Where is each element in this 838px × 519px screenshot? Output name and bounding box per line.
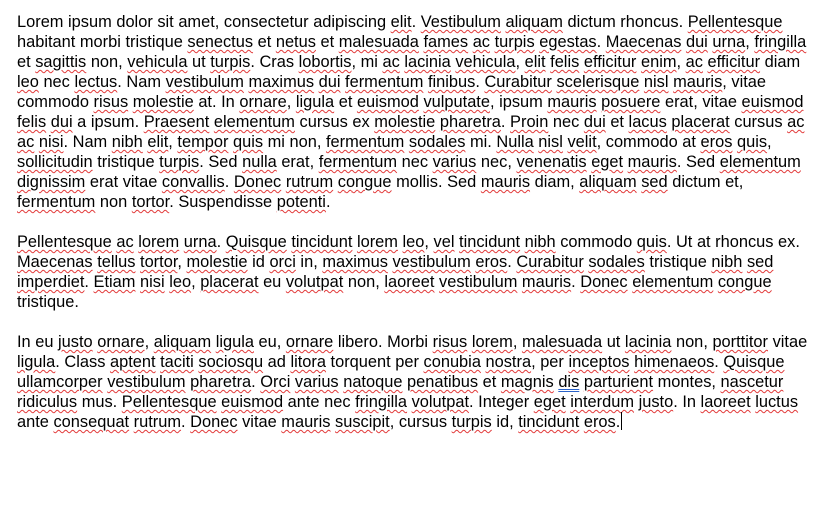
word[interactable]: erat: [89, 173, 119, 191]
word[interactable]: non: [99, 193, 128, 211]
misspelled-word[interactable]: ac: [17, 133, 35, 151]
misspelled-word[interactable]: sagittis: [35, 53, 87, 71]
misspelled-word[interactable]: nisi: [140, 273, 165, 291]
misspelled-word[interactable]: tellus: [97, 253, 136, 271]
misspelled-word[interactable]: vestibulum: [107, 373, 186, 391]
misspelled-word[interactable]: Praesent: [143, 113, 210, 131]
misspelled-word[interactable]: mauris: [627, 153, 677, 171]
word[interactable]: nec: [552, 113, 580, 131]
misspelled-word[interactable]: felis: [550, 53, 580, 71]
misspelled-word[interactable]: fringilla: [355, 393, 408, 411]
word[interactable]: et: [338, 93, 353, 111]
word[interactable]: ipsum: [499, 93, 543, 111]
misspelled-word[interactable]: mauris: [281, 413, 331, 431]
word[interactable]: at: [198, 93, 212, 111]
word[interactable]: mollis: [396, 173, 438, 191]
misspelled-word[interactable]: tincidunt: [518, 413, 580, 431]
word[interactable]: ante: [17, 413, 49, 431]
word[interactable]: Integer: [478, 393, 530, 411]
text-cursor: [621, 412, 622, 430]
misspelled-word[interactable]: justo: [638, 393, 674, 411]
word[interactable]: cursus: [299, 113, 348, 131]
misspelled-word[interactable]: dui: [685, 33, 708, 51]
word[interactable]: mi: [469, 133, 488, 151]
misspelled-word[interactable]: molestie: [374, 113, 436, 131]
misspelled-word[interactable]: justo: [58, 333, 93, 351]
misspelled-word[interactable]: mauris: [673, 73, 723, 91]
misspelled-word[interactable]: tempor: [177, 133, 229, 151]
misspelled-word[interactable]: aptent: [109, 353, 156, 371]
word[interactable]: amet: [178, 13, 215, 31]
misspelled-word[interactable]: sodales: [408, 133, 466, 151]
misspelled-word[interactable]: Pellentesque: [17, 233, 112, 251]
misspelled-word[interactable]: turpis: [494, 33, 535, 51]
misspelled-word[interactable]: eros: [475, 253, 508, 271]
word[interactable]: non: [675, 333, 704, 351]
word[interactable]: per: [540, 353, 564, 371]
misspelled-word[interactable]: fermentum: [318, 153, 398, 171]
word[interactable]: adipiscing: [313, 13, 387, 31]
word[interactable]: In: [221, 93, 235, 111]
word[interactable]: dictum: [672, 173, 721, 191]
misspelled-word[interactable]: laoreet: [384, 273, 435, 291]
word[interactable]: nec: [480, 153, 508, 171]
misspelled-word[interactable]: elit: [390, 13, 412, 31]
misspelled-word[interactable]: mauris: [521, 273, 572, 291]
misspelled-word[interactable]: vulputate: [423, 93, 490, 111]
misspelled-word[interactable]: natoque: [343, 373, 403, 391]
misspelled-word[interactable]: eget: [533, 393, 566, 411]
word[interactable]: non: [347, 273, 376, 291]
misspelled-word[interactable]: felis: [17, 113, 47, 131]
misspelled-word[interactable]: lacinia: [404, 53, 451, 71]
misspelled-word[interactable]: euismod: [356, 93, 419, 111]
word[interactable]: id: [252, 253, 265, 271]
misspelled-word[interactable]: mauris: [480, 173, 531, 191]
grammar-flagged-word[interactable]: dis: [558, 373, 580, 391]
misspelled-word[interactable]: turpis: [451, 413, 492, 431]
misspelled-word[interactable]: lorem: [471, 333, 513, 351]
word[interactable]: per: [395, 353, 419, 371]
misspelled-word[interactable]: luctus: [755, 393, 799, 411]
word[interactable]: cursus: [734, 113, 783, 131]
misspelled-word[interactable]: litora: [290, 353, 326, 371]
misspelled-word[interactable]: vestibulum: [392, 253, 471, 271]
misspelled-word[interactable]: lorem: [356, 233, 398, 251]
misspelled-word[interactable]: parturient: [583, 373, 654, 391]
misspelled-word[interactable]: nisl: [643, 73, 669, 91]
word[interactable]: eu: [263, 273, 282, 291]
misspelled-word[interactable]: Orci: [260, 373, 291, 391]
misspelled-word[interactable]: tortor: [131, 193, 170, 211]
misspelled-word[interactable]: nibh: [524, 233, 556, 251]
word[interactable]: In: [682, 393, 696, 411]
word[interactable]: mi: [267, 133, 285, 151]
word[interactable]: erat: [281, 153, 310, 171]
word[interactable]: non: [90, 53, 119, 71]
misspelled-word[interactable]: volutpat: [285, 273, 344, 291]
misspelled-word[interactable]: ornare: [239, 93, 287, 111]
misspelled-word[interactable]: elementum: [719, 153, 801, 171]
misspelled-word[interactable]: nibh: [711, 253, 743, 271]
misspelled-word[interactable]: Proin: [510, 113, 549, 131]
misspelled-word[interactable]: vestibulum: [439, 273, 518, 291]
word[interactable]: rhoncus: [620, 13, 679, 31]
misspelled-word[interactable]: Donec: [233, 173, 282, 191]
misspelled-word[interactable]: rutrum: [133, 413, 182, 431]
misspelled-word[interactable]: urna: [712, 33, 746, 51]
word[interactable]: dolor: [116, 13, 153, 31]
misspelled-word[interactable]: taciti: [160, 353, 194, 371]
word[interactable]: at: [696, 233, 711, 251]
misspelled-word[interactable]: convallis: [161, 173, 225, 191]
word[interactable]: Sed: [208, 153, 238, 171]
misspelled-word[interactable]: eros: [700, 133, 733, 151]
misspelled-word[interactable]: urna: [183, 233, 217, 251]
word[interactable]: ex: [778, 233, 796, 251]
misspelled-word[interactable]: efficitur: [707, 53, 761, 71]
word[interactable]: ex: [352, 113, 370, 131]
misspelled-word[interactable]: Pellentesque: [687, 13, 783, 31]
paragraph-1[interactable]: Lorem ipsum dolor sit amet, consectetur adipiscing elit. Vestibulum aliquam dictum rhoncus. Pellentesque habitant morbi tristique senectus et netus et malesuada fames ac turpis egestas. Maecenas dui urna, fringilla et sagittis non, vehicula ut turpis. Cras lobortis, mi ac lacinia vehicula, elit felis efficitur enim, ac efficitur diam leo nec lectus. Nam vestibulum maximus dui fermentum finibus. Curabitur scelerisque nisl mauris, vitae commodo risus molestie at. In ornare, ligula et euismod vulputate, ipsum mauris posuere erat, vitae euismod felis dui a ipsum. Praesent elementum cursus ex molestie pharetra. Proin nec dui et lacus placerat cursus ac ac nisi. Nam nibh elit, tempor quis mi non, fermentum sodales mi. Nulla nisl velit, commodo at eros quis, sollicitudin tristique turpis. Sed nulla erat, fermentum nec varius nec, venenatis eget mauris. Sed elementum dignissim erat vitae convallis. Donec rutrum congue mollis. Sed mauris diam, aliquam sed dictum et, fermentum non tortor. Suspendisse potenti.: [17, 13, 807, 211]
word[interactable]: In: [17, 333, 31, 351]
misspelled-word[interactable]: laoreet: [700, 393, 751, 411]
misspelled-word[interactable]: congue: [337, 173, 392, 191]
misspelled-word[interactable]: consequat: [53, 413, 130, 431]
misspelled-word[interactable]: potenti: [276, 193, 326, 211]
misspelled-word[interactable]: tincidunt: [291, 233, 353, 251]
misspelled-word[interactable]: elit: [524, 53, 546, 71]
misspelled-word[interactable]: leo: [17, 73, 39, 91]
misspelled-word[interactable]: Donec: [190, 413, 238, 431]
misspelled-word[interactable]: varius: [294, 373, 339, 391]
misspelled-word[interactable]: sollicitudin: [17, 153, 93, 171]
misspelled-word[interactable]: nostra: [485, 353, 532, 371]
misspelled-word[interactable]: leo: [169, 273, 192, 291]
misspelled-word[interactable]: lectus: [74, 73, 118, 91]
misspelled-word[interactable]: tortor: [140, 253, 178, 271]
misspelled-word[interactable]: sed: [746, 253, 774, 271]
misspelled-word[interactable]: pharetra: [190, 373, 252, 391]
misspelled-word[interactable]: Etiam: [93, 273, 136, 291]
misspelled-word[interactable]: lacinia: [624, 333, 672, 351]
misspelled-word[interactable]: sociosqu: [198, 353, 264, 371]
word[interactable]: Suspendisse: [178, 193, 273, 211]
misspelled-word[interactable]: nisi: [38, 133, 64, 151]
word[interactable]: dictum: [567, 13, 616, 31]
misspelled-word[interactable]: ac: [472, 33, 490, 51]
word[interactable]: et: [320, 33, 335, 51]
misspelled-word[interactable]: tincidunt: [459, 233, 521, 251]
misspelled-word[interactable]: rutrum: [285, 173, 334, 191]
word[interactable]: et: [610, 113, 624, 131]
word[interactable]: Nam: [72, 133, 108, 151]
misspelled-word[interactable]: volutpat: [411, 393, 470, 411]
misspelled-word[interactable]: placerat: [200, 273, 259, 291]
misspelled-word[interactable]: euismod: [741, 93, 804, 111]
misspelled-word[interactable]: venenatis: [516, 153, 587, 171]
misspelled-word[interactable]: himenaeos: [634, 353, 715, 371]
word[interactable]: ut: [192, 53, 206, 71]
misspelled-word[interactable]: nulla: [242, 153, 277, 171]
misspelled-word[interactable]: Curabitur: [516, 253, 584, 271]
word[interactable]: a: [77, 113, 87, 131]
word[interactable]: non: [289, 133, 317, 151]
misspelled-word[interactable]: porttitor: [712, 333, 769, 351]
misspelled-word[interactable]: ullamcorper: [17, 373, 103, 391]
misspelled-word[interactable]: turpis: [159, 153, 200, 171]
paragraph-2[interactable]: Pellentesque ac lorem urna. Quisque tincidunt lorem leo, vel tincidunt nibh commodo quis. Ut at rhoncus ex. Maecenas tellus tortor, molestie id orci in, maximus vestibulum eros. Curabitur sodales tristique nibh sed imperdiet. Etiam nisi leo, placerat eu volutpat non, laoreet vestibulum mauris. Donec elementum congue tristique.: [17, 233, 800, 311]
word[interactable]: nec: [43, 73, 70, 91]
misspelled-word[interactable]: senectus: [187, 33, 254, 51]
misspelled-word[interactable]: dui: [318, 73, 341, 91]
misspelled-word[interactable]: efficitur: [583, 53, 637, 71]
misspelled-word[interactable]: aliquam: [153, 333, 212, 351]
misspelled-word[interactable]: ligula: [215, 333, 254, 351]
word[interactable]: ipsum: [68, 13, 112, 31]
misspelled-word[interactable]: lorem: [138, 233, 180, 251]
misspelled-word[interactable]: fermentum: [345, 73, 424, 91]
misspelled-word[interactable]: Vestibulum: [420, 13, 501, 31]
misspelled-word[interactable]: dui: [50, 113, 73, 131]
word[interactable]: et: [17, 53, 31, 71]
misspelled-word[interactable]: lobortis: [298, 53, 352, 71]
misspelled-word[interactable]: Quisque: [225, 233, 287, 251]
misspelled-word[interactable]: maximus: [248, 73, 315, 91]
word[interactable]: at: [682, 133, 696, 151]
word[interactable]: mi: [360, 53, 378, 71]
word[interactable]: habitant: [17, 33, 76, 51]
misspelled-word[interactable]: velit: [567, 133, 597, 151]
word[interactable]: diam: [534, 173, 571, 191]
word[interactable]: torquent: [330, 353, 391, 371]
misspelled-word[interactable]: risus: [93, 93, 129, 111]
misspelled-word[interactable]: molestie: [132, 93, 194, 111]
misspelled-word[interactable]: Maecenas: [605, 33, 682, 51]
misspelled-word[interactable]: ac: [787, 113, 805, 131]
misspelled-word[interactable]: inceptos: [568, 353, 630, 371]
misspelled-word[interactable]: eros: [583, 413, 616, 431]
word[interactable]: rhoncus: [715, 233, 774, 251]
word[interactable]: tristique: [97, 153, 155, 171]
misspelled-word[interactable]: egestas: [539, 33, 597, 51]
misspelled-word[interactable]: Nulla: [496, 133, 534, 151]
word[interactable]: Morbi: [387, 333, 429, 351]
word[interactable]: Sed: [447, 173, 477, 191]
misspelled-word[interactable]: netus: [275, 33, 316, 51]
misspelled-word[interactable]: scelerisque: [556, 73, 640, 91]
word[interactable]: vitae: [731, 73, 767, 91]
word[interactable]: vitae: [702, 93, 737, 111]
misspelled-word[interactable]: interdum: [570, 393, 634, 411]
word[interactable]: commodo: [560, 233, 633, 251]
word[interactable]: tristique: [649, 253, 707, 271]
word[interactable]: ut: [606, 333, 621, 351]
word[interactable]: sit: [157, 13, 174, 31]
word[interactable]: diam: [764, 53, 801, 71]
misspelled-word[interactable]: finibus: [427, 73, 476, 91]
misspelled-word[interactable]: eget: [591, 153, 624, 171]
misspelled-word[interactable]: fermentum: [17, 193, 96, 211]
misspelled-word[interactable]: ornare: [97, 333, 145, 351]
misspelled-word[interactable]: ornare: [285, 333, 334, 351]
misspelled-word[interactable]: magnis: [500, 373, 554, 391]
word[interactable]: Nam: [126, 73, 161, 91]
misspelled-word[interactable]: posuere: [601, 93, 661, 111]
misspelled-word[interactable]: ac: [116, 233, 134, 251]
misspelled-word[interactable]: conubia: [423, 353, 481, 371]
misspelled-word[interactable]: quis: [636, 233, 667, 251]
misspelled-word[interactable]: elementum: [213, 113, 295, 131]
word[interactable]: et: [725, 173, 739, 191]
misspelled-word[interactable]: ligula: [295, 93, 335, 111]
misspelled-word[interactable]: penatibus: [407, 373, 479, 391]
word[interactable]: et: [257, 33, 272, 51]
word[interactable]: id: [496, 413, 510, 431]
word[interactable]: consectetur: [223, 13, 309, 31]
misspelled-word[interactable]: malesuada: [521, 333, 603, 351]
misspelled-word[interactable]: leo: [402, 233, 425, 251]
misspelled-word[interactable]: risus: [432, 333, 468, 351]
misspelled-word[interactable]: congue: [717, 273, 772, 291]
word[interactable]: eu: [258, 333, 277, 351]
misspelled-word[interactable]: fringilla: [754, 33, 807, 51]
misspelled-word[interactable]: dignissim: [17, 173, 86, 191]
word[interactable]: libero: [337, 333, 378, 351]
word[interactable]: Lorem: [17, 13, 64, 31]
misspelled-word[interactable]: suscipit: [335, 413, 390, 431]
document-body[interactable]: [17, 12, 817, 432]
misspelled-word[interactable]: maximus: [322, 253, 388, 271]
misspelled-word[interactable]: vestibulum: [165, 73, 244, 91]
misspelled-word[interactable]: nascetur: [720, 373, 784, 391]
word[interactable]: montes: [657, 373, 712, 391]
misspelled-word[interactable]: euismod: [221, 393, 284, 411]
misspelled-word[interactable]: molestie: [186, 253, 248, 271]
misspelled-word[interactable]: mauris: [547, 93, 597, 111]
word[interactable]: nec: [324, 393, 351, 411]
misspelled-word[interactable]: pharetra: [439, 113, 501, 131]
word[interactable]: mus: [81, 393, 113, 411]
misspelled-word[interactable]: quis: [736, 133, 768, 151]
misspelled-word[interactable]: vehicula: [455, 53, 516, 71]
misspelled-word[interactable]: Maecenas: [17, 253, 93, 271]
word[interactable]: morbi: [79, 33, 121, 51]
misspelled-word[interactable]: nibh: [111, 133, 143, 151]
misspelled-word[interactable]: quis: [233, 133, 264, 151]
misspelled-word[interactable]: aliquam: [505, 13, 563, 31]
misspelled-word[interactable]: ac: [685, 53, 703, 71]
misspelled-word[interactable]: varius: [432, 153, 477, 171]
word[interactable]: Ut: [675, 233, 693, 251]
paragraph-3[interactable]: In eu justo ornare, aliquam ligula eu, ornare libero. Morbi risus lorem, malesuada ut lacinia non, porttitor vitae ligula. Class aptent taciti sociosqu ad litora torquent per conubia nostra, per inceptos himenaeos. Quisque ullamcorper vestibulum pharetra. Orci varius natoque penatibus et magnis dis parturient montes, nascetur ridiculus mus. Pellentesque euismod ante nec fringilla volutpat. Integer eget interdum justo. In laoreet luctus ante consequat rutrum. Donec vitae mauris suscipit, cursus turpis id, tincidunt eros.: [17, 333, 808, 431]
misspelled-word[interactable]: placerat: [671, 113, 730, 131]
word[interactable]: Sed: [685, 153, 716, 171]
misspelled-word[interactable]: imperdiet: [17, 273, 85, 291]
misspelled-word[interactable]: elit: [147, 133, 169, 151]
misspelled-word[interactable]: elementum: [632, 273, 714, 291]
word[interactable]: commodo: [605, 133, 678, 151]
misspelled-word[interactable]: vel: [433, 233, 455, 251]
misspelled-word[interactable]: lacus: [628, 113, 667, 131]
word[interactable]: vitae: [242, 413, 277, 431]
misspelled-word[interactable]: malesuada: [338, 33, 419, 51]
word[interactable]: tristique: [125, 33, 183, 51]
misspelled-word[interactable]: ridiculus: [17, 393, 78, 411]
word[interactable]: et: [482, 373, 497, 391]
word[interactable]: ipsum: [90, 113, 135, 131]
misspelled-word[interactable]: Pellentesque: [121, 393, 217, 411]
misspelled-word[interactable]: fermentum: [325, 133, 405, 151]
misspelled-word[interactable]: dui: [583, 113, 606, 131]
misspelled-word[interactable]: orci: [269, 253, 296, 271]
word[interactable]: ante: [287, 393, 320, 411]
misspelled-word[interactable]: sed: [641, 173, 668, 191]
word[interactable]: Cras: [259, 53, 295, 71]
misspelled-word[interactable]: ac: [382, 53, 400, 71]
word[interactable]: in: [300, 253, 314, 271]
word[interactable]: erat: [664, 93, 694, 111]
word[interactable]: nec: [401, 153, 429, 171]
misspelled-word[interactable]: Quisque: [723, 353, 785, 371]
word[interactable]: vitae: [122, 173, 158, 191]
misspelled-word[interactable]: aliquam: [579, 173, 637, 191]
word[interactable]: commodo: [17, 93, 89, 111]
word[interactable]: ad: [267, 353, 286, 371]
misspelled-word[interactable]: sodales: [588, 253, 645, 271]
word[interactable]: eu: [35, 333, 54, 351]
word[interactable]: tristique: [17, 293, 75, 311]
misspelled-word[interactable]: enim: [640, 53, 677, 71]
misspelled-word[interactable]: nisl: [538, 133, 563, 151]
misspelled-word[interactable]: turpis: [210, 53, 251, 71]
word[interactable]: cursus: [398, 413, 448, 431]
word[interactable]: Class: [64, 353, 106, 371]
misspelled-word[interactable]: Curabitur: [484, 73, 552, 91]
word[interactable]: vitae: [772, 333, 808, 351]
misspelled-word[interactable]: ligula: [17, 353, 56, 371]
misspelled-word[interactable]: vehicula: [127, 53, 188, 71]
misspelled-word[interactable]: fames: [423, 33, 469, 51]
misspelled-word[interactable]: Donec: [580, 273, 628, 291]
